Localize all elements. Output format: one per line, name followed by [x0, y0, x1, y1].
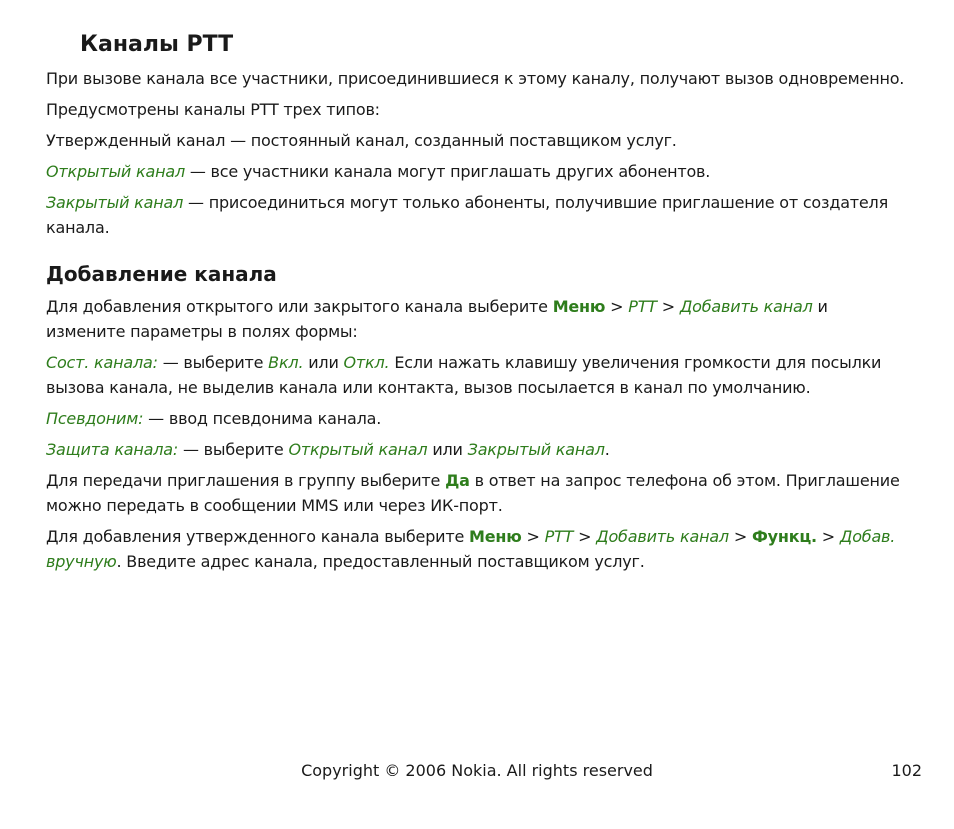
text-segment: .: [604, 440, 610, 459]
paragraph-add-channel: [46, 294, 906, 344]
add-channel-label: Добавить канал: [679, 297, 813, 316]
text-segment: Если нажать клавишу увеличения громкости для посылки вызова канала, не выделив канала или контакта, вызов посылается в канал по умолчанию.: [46, 353, 882, 397]
text-segment: Для добавления утвержденного канала выберите: [46, 527, 469, 546]
path-separator: >: [605, 297, 629, 316]
functions-label: Функц.: [751, 527, 817, 546]
term-channel-state: Сост. канала:: [46, 353, 158, 372]
text-segment: или: [427, 440, 468, 459]
text-open-channel: — все участники канала могут приглашать других абонентов.: [184, 162, 711, 181]
ptt-label: PTT: [544, 527, 574, 546]
option-on: Вкл.: [268, 353, 304, 372]
text-segment: — выберите: [178, 440, 289, 459]
path-separator: >: [573, 527, 597, 546]
paragraph-intro: При вызове канала все участники, присоединившиеся к этому каналу, получают вызов одновременно.: [46, 69, 905, 88]
ptt-label: PTT: [628, 297, 657, 316]
paragraph-nickname: [46, 406, 906, 431]
path-separator: >: [521, 527, 545, 546]
paragraph-approved-channel: Утвержденный канал — постоянный канал, созданный поставщиком услуг.: [46, 131, 677, 150]
text-segment: в ответ на запрос телефона об этом. Приглашение можно передать в сообщении MMS или через ИК-порт.: [46, 471, 900, 515]
page-number: 102: [891, 761, 922, 780]
text-closed-channel: — присоединиться могут только абоненты, получившие приглашение от создателя канала.: [46, 193, 889, 237]
option-off: Откл.: [343, 353, 390, 372]
section-heading: Добавление канала: [46, 262, 277, 286]
text-segment: или: [303, 353, 344, 372]
path-separator: >: [656, 297, 680, 316]
page-title: Каналы PTT: [80, 32, 234, 57]
paragraph-open-channel: [46, 159, 906, 184]
text-segment: — выберите: [157, 353, 269, 372]
text-segment: — ввод псевдонима канала.: [143, 409, 382, 428]
paragraph-types: Предусмотрены каналы PTT трех типов:: [46, 100, 380, 119]
term-channel-security: Защита канала:: [46, 440, 179, 459]
paragraph-invitation: [46, 468, 906, 518]
paragraph-add-approved: [46, 524, 906, 574]
menu-label: Меню: [552, 297, 606, 316]
paragraph-closed-channel: [46, 190, 906, 240]
option-closed-channel: Закрытый канал: [467, 440, 605, 459]
paragraph-channel-state: [46, 350, 906, 400]
term-nickname: Псевдоним:: [46, 409, 144, 428]
add-channel-label: Добавить канал: [596, 527, 729, 546]
text-segment: и измените параметры в полях формы:: [46, 297, 828, 341]
text-segment: Для передачи приглашения в группу выберите: [46, 471, 446, 490]
paragraph-channel-security: [46, 437, 906, 462]
path-separator: >: [728, 527, 752, 546]
menu-label: Меню: [469, 527, 522, 546]
text-segment: . Введите адрес канала, предоставленный поставщиком услуг.: [116, 552, 645, 571]
document-page: [46, 30, 906, 580]
term-closed-channel: Закрытый канал: [46, 193, 184, 212]
yes-label: Да: [445, 471, 470, 490]
add-manually-label: Добав. вручную: [46, 527, 896, 571]
option-open-channel: Открытый канал: [288, 440, 428, 459]
path-separator: >: [816, 527, 840, 546]
text-segment: Для добавления открытого или закрытого канала выберите: [46, 297, 553, 316]
copyright-footer: Copyright © 2006 Nokia. All rights reserved: [301, 761, 653, 780]
term-open-channel: Открытый канал: [46, 162, 185, 181]
